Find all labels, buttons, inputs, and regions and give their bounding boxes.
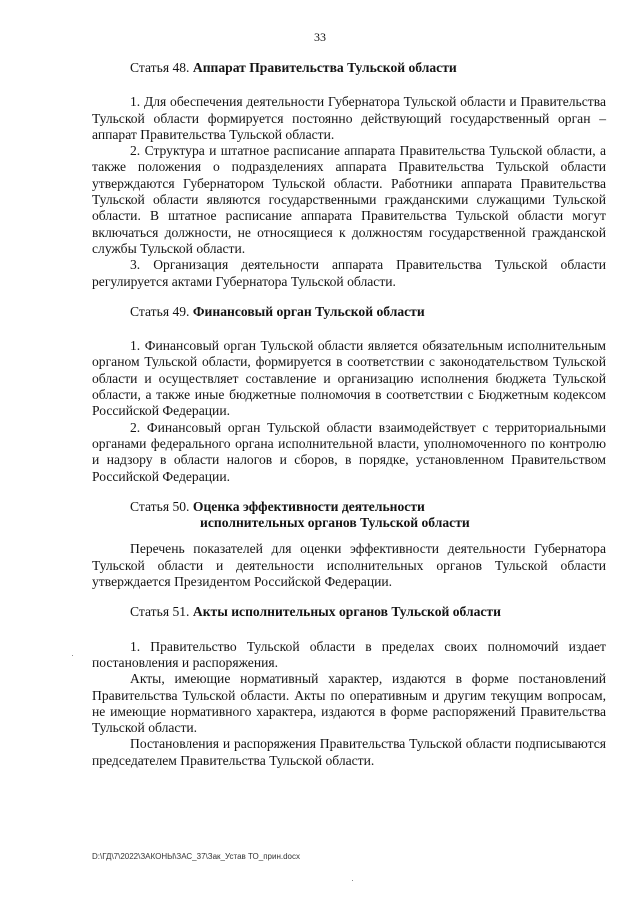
article-48-paragraph-3: 3. Организация деятельности аппарата Правительства Тульской области регулируется актами Губернатора Тульской области. (92, 257, 606, 289)
article-51-heading (92, 604, 606, 620)
article-51-prefix: Статья 51. (130, 604, 190, 620)
article-48-heading (92, 60, 606, 76)
article-49-heading (92, 304, 606, 320)
article-50-paragraph-1: Перечень показателей для оценки эффективности деятельности Губернатора Тульской области и деятельности исполнительных органов Тульской области утверждается Президентом Российской Федерации. (92, 541, 606, 590)
article-48-paragraph-1: 1. Для обеспечения деятельности Губернатора Тульской области и Правительства Тульской области формируется постоянно действующий государственный орган – аппарат Правительства Тульской области. (92, 94, 606, 142)
footer-file-path: D:\ГД\7\2022\ЗАКОНЫ\ЗАС_37\Зак_Устав ТО_прин.docx (92, 852, 300, 861)
article-49-paragraph-2: 2. Финансовый орган Тульской области взаимодействует с территориальными органами федерального органа исполнительной власти, уполномоченного по контролю и надзору в области налогов и сборов, в порядке, установленном Правительством Российской Федерации. (92, 419, 606, 484)
article-48-paragraph-2: 2. Структура и штатное расписание аппарата Правительства Тульской области, а также положения о подразделениях аппарата Правительства Тульской области утверждаются Губернатором Тульской области. Работники аппарата Правительства Тульской области являются государственными гражданскими служащими Тульской области. В штатное расписание аппарата Правительства Тульской области могут включаться должности, не относящиеся к должностям государственной гражданской службы Тульской области. (92, 143, 606, 256)
scan-speck (72, 655, 73, 656)
article-50-prefix: Статья 50. (130, 498, 190, 514)
article-49-title: Финансовый орган Тульской области (192, 303, 425, 319)
document-body (92, 50, 606, 769)
page-number: 33 (314, 30, 326, 44)
article-51-paragraph-1: 1. Правительство Тульской области в пределах своих полномочий издает постановления и распоряжения. (92, 638, 606, 670)
article-51-paragraph-2: Акты, имеющие нормативный характер, издаются в форме постановлений Правительства Тульской области. Акты по оперативным и другим текущим вопросам, не имеющие нормативного характера, издаются в форме распоряжений Правительства Тульской области. (92, 671, 606, 736)
article-50-title-line-1: Оценка эффективности деятельности (192, 498, 425, 514)
article-50-heading (92, 499, 606, 532)
article-51-title: Акты исполнительных органов Тульской области (192, 604, 501, 620)
article-48-prefix: Статья 48. (130, 60, 190, 75)
article-48-title: Аппарат Правительства Тульской области (192, 60, 457, 75)
article-49-prefix: Статья 49. (130, 303, 190, 319)
scan-speck (352, 880, 353, 881)
article-50-title-line-2: исполнительных органов Тульской области (200, 515, 470, 531)
article-51-paragraph-3: Постановления и распоряжения Правительства Тульской области подписываются председателем Правительства Тульской области. (92, 736, 606, 768)
article-49-paragraph-1: 1. Финансовый орган Тульской области является обязательным исполнительным органом Тульской области, формируется в соответствии с законодательством Тульской области и осуществляет составление и организацию исполнения бюджета Тульской области, а также иные бюджетные полномочия в соответствии с Бюджетным кодексом Российской Федерации. (92, 338, 606, 419)
